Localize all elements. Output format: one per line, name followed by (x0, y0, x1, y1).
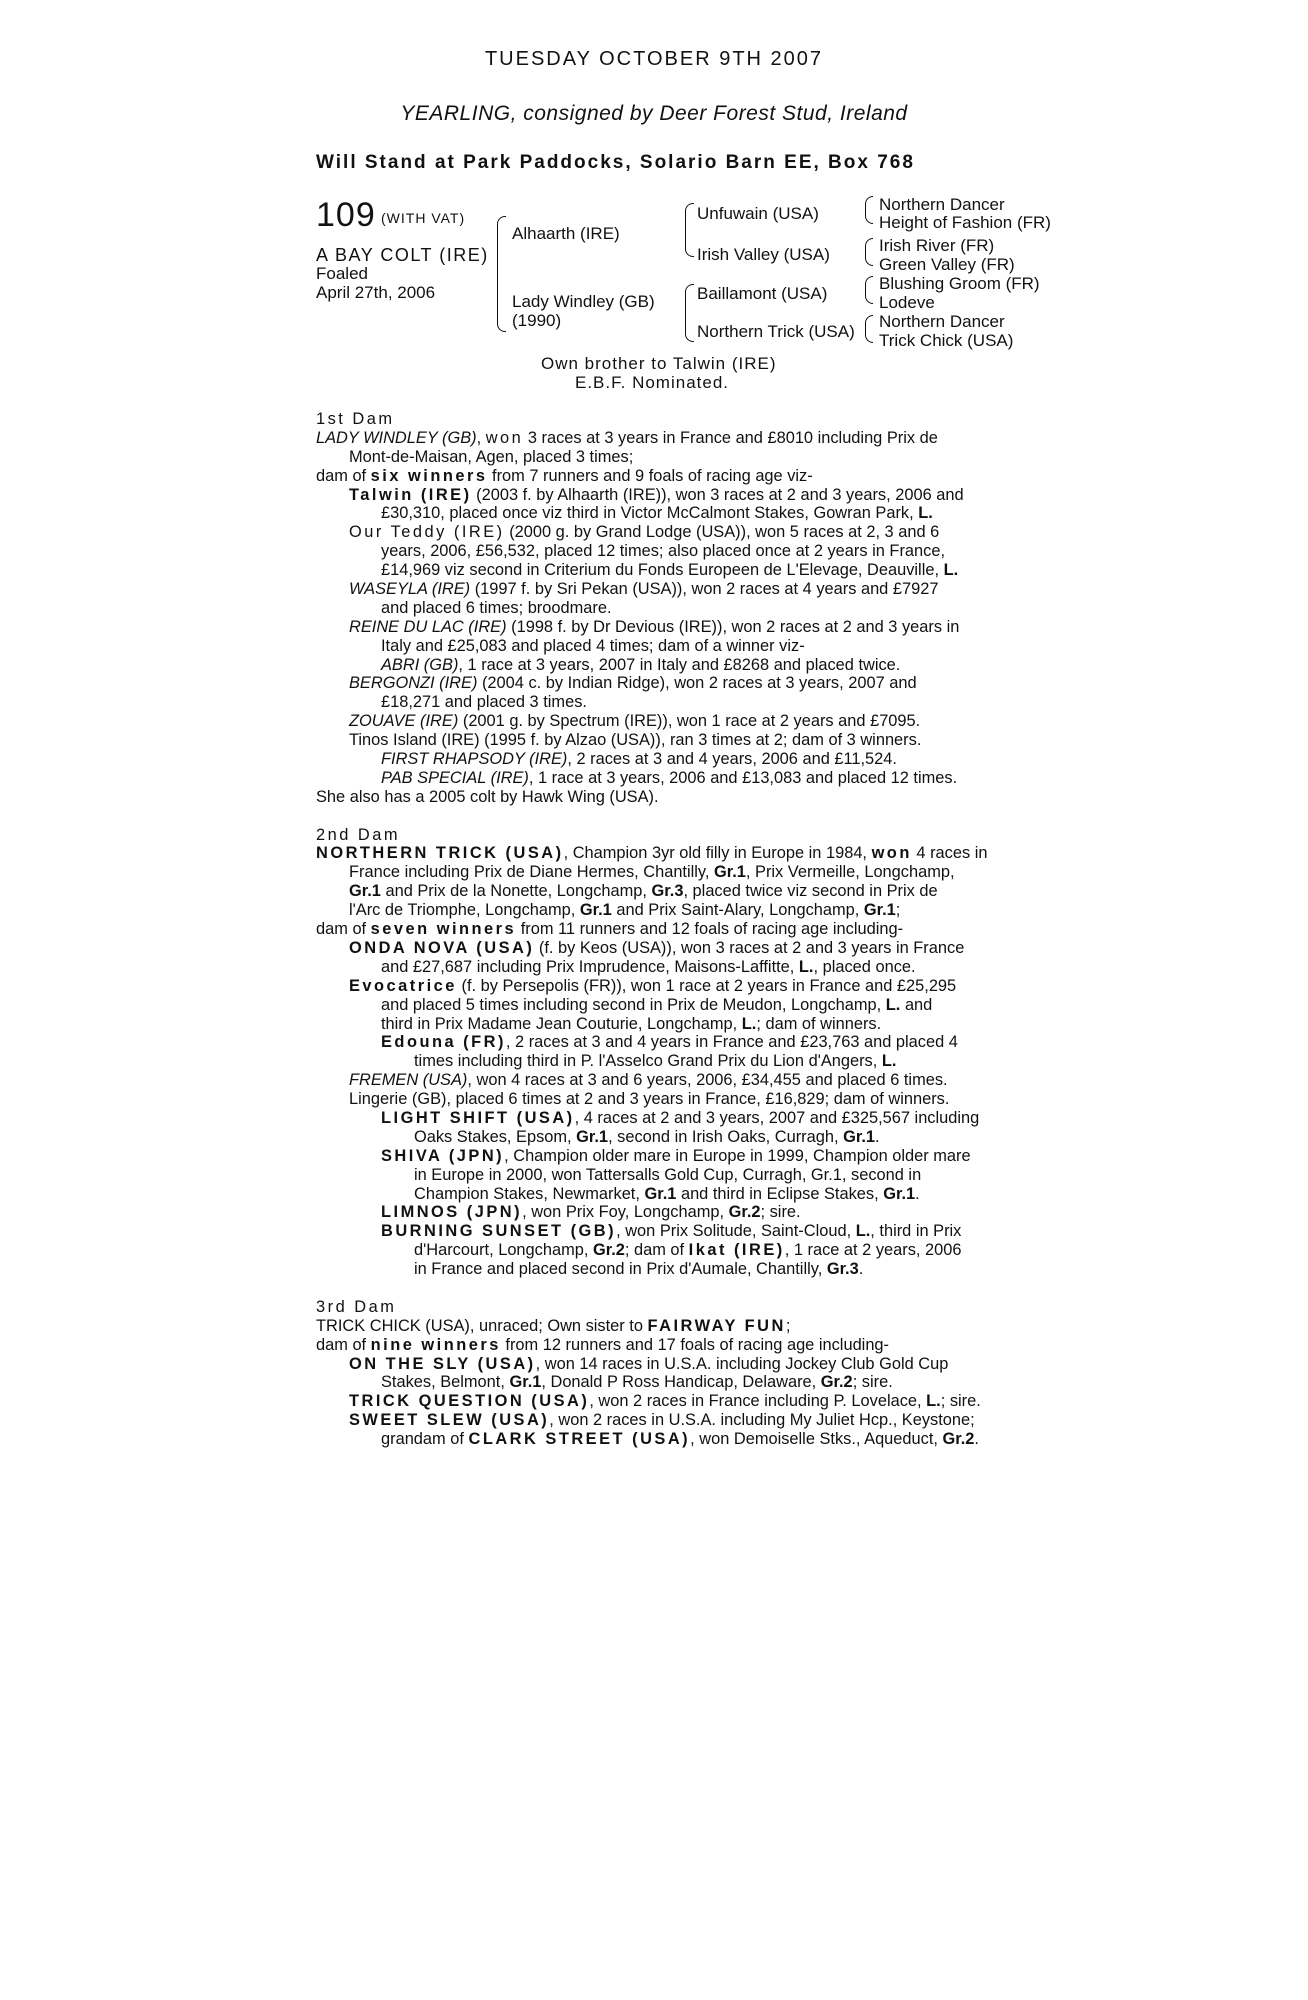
pedigree-g6: Lodeve (879, 293, 935, 312)
pedigree-g3: Irish River (FR) (879, 236, 995, 255)
text-line: grandam of CLARK STREET (USA), won Demoiselle Stks., Aqueduct, Gr.2. (381, 1430, 979, 1449)
text-line: LIGHT SHIFT (USA), 4 races at 2 and 3 years, 2007 and £325,567 including (381, 1108, 980, 1127)
text-line: TRICK CHICK (USA), unraced; Own sister to FAIRWAY FUN; (316, 1316, 791, 1335)
text-line: NORTHERN TRICK (USA), Champion 3yr old filly in Europe in 1984, won 4 races in (316, 844, 988, 863)
text-line: dam of six winners from 7 runners and 9 foals of racing age viz- (316, 466, 813, 485)
pedigree-g5: Blushing Groom (FR) (879, 274, 1040, 293)
stand-location: Will Stand at Park Paddocks, Solario Barn EE, Box 768 (316, 152, 915, 173)
ebf-note: E.B.F. Nominated. (575, 373, 730, 392)
text-line: Edouna (FR), 2 races at 3 and 4 years in France and £23,763 and placed 4 (381, 1033, 958, 1052)
text-line: dam of nine winners from 12 runners and 17 foals of racing age including- (316, 1335, 890, 1354)
pedigree-brace-g3 (865, 276, 873, 304)
text-line: TRICK QUESTION (USA), won 2 races in France including P. Lovelace, L.; sire. (349, 1392, 981, 1411)
text-line: FREMEN (USA), won 4 races at 3 and 6 years, 2006, £34,455 and placed 6 times. (349, 1071, 948, 1090)
spacer (316, 807, 1016, 826)
spacer (316, 1279, 1016, 1298)
pedigree-brace-dam (685, 284, 694, 342)
pedigree-sire-dam: Irish Valley (USA) (697, 245, 830, 264)
text-line: in Europe in 2000, won Tattersalls Gold Cup, Curragh, Gr.1, second in (414, 1165, 922, 1184)
text-line: Champion Stakes, Newmarket, Gr.1 and third in Eclipse Stakes, Gr.1. (414, 1184, 920, 1203)
text-line: Mont-de-Maisan, Agen, placed 3 times; (349, 447, 634, 466)
text-line: and £27,687 including Prix Imprudence, Maisons-Laffitte, L., placed once. (381, 957, 916, 976)
text-line: l'Arc de Triomphe, Longchamp, Gr.1 and Prix Saint-Alary, Longchamp, Gr.1; (349, 901, 901, 920)
third-dam-heading: 3rd Dam (316, 1297, 397, 1316)
own-brother-note: Own brother to Talwin (IRE) (541, 354, 777, 373)
text-line: LIMNOS (JPN), won Prix Foy, Longchamp, Gr.2; sire. (381, 1203, 801, 1222)
text-line: Lingerie (GB), placed 6 times at 2 and 3 years in France, £16,829; dam of winners. (349, 1090, 950, 1109)
text-line: Talwin (IRE) (2003 f. by Alhaarth (IRE)), won 3 races at 2 and 3 years, 2006 and (349, 485, 964, 504)
text-line: France including Prix de Diane Hermes, Chantilly, Gr.1, Prix Vermeille, Longchamp, (349, 863, 955, 882)
text-line: times including third in P. l'Asselco Grand Prix du Lion d'Angers, L. (414, 1052, 897, 1071)
pedigree-dam-dam: Northern Trick (USA) (697, 322, 855, 341)
text-line: Stakes, Belmont, Gr.1, Donald P Ross Handicap, Delaware, Gr.2; sire. (381, 1373, 893, 1392)
text-line: Italy and £25,083 and placed 4 times; dam of a winner viz- (381, 636, 805, 655)
text-line: Evocatrice (f. by Persepolis (FR)), won 1 race at 2 years in France and £25,295 (349, 976, 957, 995)
pedigree-brace-g2 (865, 238, 873, 266)
text-line: ONDA NOVA (USA) (f. by Keos (USA)), won 3 races at 2 and 3 years in France (349, 938, 965, 957)
text-line: ABRI (GB), 1 race at 3 years, 2007 in Italy and £8268 and placed twice. (381, 655, 901, 674)
pedigree-dam-sire: Baillamont (USA) (697, 284, 828, 303)
text-line: LADY WINDLEY (GB), won 3 races at 3 years in France and £8010 including Prix de (316, 428, 938, 447)
text-line: ON THE SLY (USA), won 14 races in U.S.A. including Jockey Club Gold Cup (349, 1354, 949, 1373)
catalogue-text (316, 410, 1016, 1449)
foaled-date: April 27th, 2006 (316, 283, 436, 302)
pedigree-sire-sire: Unfuwain (USA) (697, 204, 819, 223)
text-line: ZOUAVE (IRE) (2001 g. by Spectrum (IRE)), won 1 race at 2 years and £7095. (349, 712, 921, 731)
vat-note: (WITH VAT) (381, 210, 466, 226)
text-line: third in Prix Madame Jean Couturie, Longchamp, L.; dam of winners. (381, 1014, 882, 1033)
first-dam-heading: 1st Dam (316, 410, 395, 428)
text-line: Oaks Stakes, Epsom, Gr.1, second in Irish Oaks, Curragh, Gr.1. (414, 1127, 880, 1146)
pedigree-brace-sire (685, 203, 694, 257)
lot-description: A BAY COLT (IRE) (316, 245, 489, 265)
text-line: REINE DU LAC (IRE) (1998 f. by Dr Devious (IRE)), won 2 races at 2 and 3 years in (349, 617, 960, 636)
text-line: dam of seven winners from 11 runners and 12 foals of racing age including- (316, 920, 904, 939)
pedigree-brace-main (497, 216, 506, 332)
text-line: FIRST RHAPSODY (IRE), 2 races at 3 and 4 years, 2006 and £11,524. (381, 750, 897, 769)
pedigree-g7: Northern Dancer (879, 312, 1005, 331)
text-line: Gr.1 and Prix de la Nonette, Longchamp, Gr.3, placed twice viz second in Prix de (349, 882, 938, 901)
text-line: She also has a 2005 colt by Hawk Wing (USA). (316, 787, 659, 806)
text-line: and placed 6 times; broodmare. (381, 598, 612, 617)
text-line: £30,310, placed once viz third in Victor McCalmont Stakes, Gowran Park, L. (381, 504, 933, 523)
pedigree-brace-g1 (865, 196, 873, 224)
pedigree-dam: Lady Windley (GB) (512, 292, 655, 311)
text-line: years, 2006, £56,532, placed 12 times; also placed once at 2 years in France, (381, 542, 945, 561)
text-line: d'Harcourt, Longchamp, Gr.2; dam of Ikat (IRE), 1 race at 2 years, 2006 (414, 1241, 962, 1260)
text-line: SHIVA (JPN), Champion older mare in Europe in 1999, Champion older mare (381, 1146, 971, 1165)
text-line: PAB SPECIAL (IRE), 1 race at 3 years, 2006 and £13,083 and placed 12 times. (381, 768, 958, 787)
text-line: Tinos Island (IRE) (1995 f. by Alzao (USA)), ran 3 times at 2; dam of 3 winners. (349, 731, 922, 750)
text-line: Our Teddy (IRE) (2000 g. by Grand Lodge (USA)), won 5 races at 2, 3 and 6 (349, 523, 940, 542)
pedigree-brace-g4 (865, 315, 873, 343)
text-line: £14,969 viz second in Criterium du Fonds Europeen de L'Elevage, Deauville, L. (381, 561, 959, 580)
text-line: WASEYLA (IRE) (1997 f. by Sri Pekan (USA)), won 2 races at 4 years and £7927 (349, 580, 939, 599)
foaled-label: Foaled (316, 264, 368, 283)
consignor-line: YEARLING, consigned by Deer Forest Stud, Ireland (400, 102, 908, 125)
pedigree-sire: Alhaarth (IRE) (512, 224, 620, 243)
text-line: BURNING SUNSET (GB), won Prix Solitude, Saint-Cloud, L., third in Prix (381, 1222, 962, 1241)
text-line: £18,271 and placed 3 times. (381, 693, 587, 712)
lot-number: 109 (316, 196, 376, 234)
text-line: SWEET SLEW (USA), won 2 races in U.S.A. including My Juliet Hcp., Keystone; (349, 1411, 975, 1430)
pedigree-g4: Green Valley (FR) (879, 255, 1015, 274)
second-dam-heading: 2nd Dam (316, 825, 401, 844)
pedigree-g1: Northern Dancer (879, 195, 1005, 214)
pedigree-dam-year: (1990) (512, 311, 562, 330)
sale-date: TUESDAY OCTOBER 9TH 2007 (484, 48, 824, 70)
pedigree-g8: Trick Chick (USA) (879, 331, 1014, 350)
text-line: BERGONZI (IRE) (2004 c. by Indian Ridge), won 2 races at 3 years, 2007 and (349, 674, 917, 693)
text-line: in France and placed second in Prix d'Aumale, Chantilly, Gr.3. (414, 1260, 864, 1279)
pedigree-g2: Height of Fashion (FR) (879, 213, 1051, 232)
text-line: and placed 5 times including second in Prix de Meudon, Longchamp, L. and (381, 995, 933, 1014)
